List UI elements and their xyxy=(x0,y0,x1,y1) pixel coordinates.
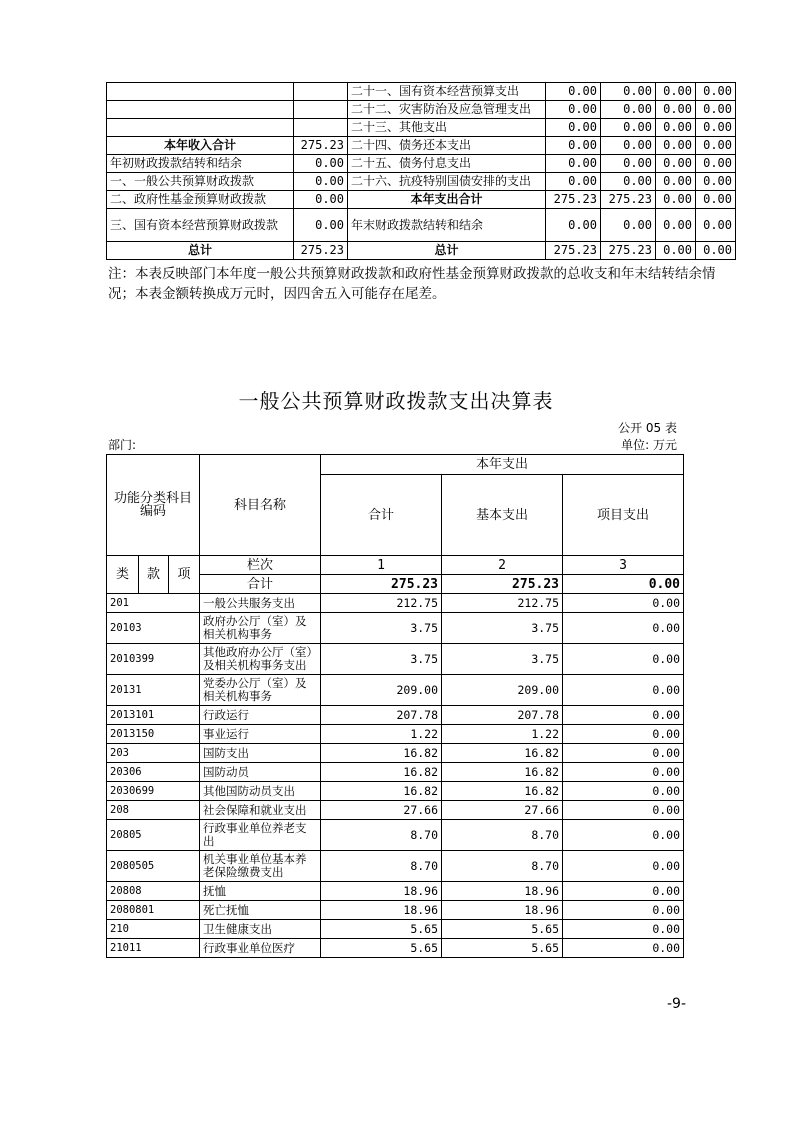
subject-name: 行政事业单位医疗 xyxy=(200,939,321,958)
subject-code: 20103 xyxy=(107,613,200,644)
total-value: 18.96 xyxy=(321,901,442,920)
project-value: 0.00 xyxy=(563,763,684,782)
basic-value: 18.96 xyxy=(442,882,563,901)
project-header: 项目支出 xyxy=(563,475,684,556)
project-value: 0.00 xyxy=(563,675,684,706)
total-value: 1.22 xyxy=(321,725,442,744)
subject-code: 21011 xyxy=(107,939,200,958)
unit-label: 单位: 万元 xyxy=(621,438,677,452)
col-3-header: 3 xyxy=(563,556,684,575)
value-2: 275.23 xyxy=(601,191,656,209)
subject-name: 行政事业单位养老支出 xyxy=(200,820,321,851)
basic-value: 8.70 xyxy=(442,820,563,851)
total-value: 3.75 xyxy=(321,644,442,675)
value-4: 0.00 xyxy=(696,191,736,209)
sum-basic: 275.23 xyxy=(442,575,563,594)
value-2: 0.00 xyxy=(601,173,656,191)
left-value xyxy=(294,101,348,119)
table-row xyxy=(107,675,684,706)
value-1: 275.23 xyxy=(546,242,601,260)
subject-name: 行政运行 xyxy=(200,706,321,725)
subject-name: 党委办公厅（室）及相关机构事务 xyxy=(200,675,321,706)
basic-value: 3.75 xyxy=(442,644,563,675)
table-row xyxy=(107,763,684,782)
table-row xyxy=(107,613,684,644)
table-row xyxy=(107,882,684,901)
left-value: 275.23 xyxy=(294,242,348,260)
subject-code: 20805 xyxy=(107,820,200,851)
table-row xyxy=(107,644,684,675)
total-value: 8.70 xyxy=(321,820,442,851)
project-value: 0.00 xyxy=(563,820,684,851)
table-row xyxy=(107,744,684,763)
basic-value: 212.75 xyxy=(442,594,563,613)
total-value: 16.82 xyxy=(321,763,442,782)
subject-name: 抚恤 xyxy=(200,882,321,901)
value-2: 0.00 xyxy=(601,155,656,173)
total-value: 27.66 xyxy=(321,801,442,820)
subject-code: 20131 xyxy=(107,675,200,706)
value-1: 0.00 xyxy=(546,137,601,155)
basic-header: 基本支出 xyxy=(442,475,563,556)
left-value: 0.00 xyxy=(294,209,348,242)
subject-name: 其他政府办公厅（室）及相关机构事务支出 xyxy=(200,644,321,675)
total-value: 209.00 xyxy=(321,675,442,706)
col-2-header: 2 xyxy=(442,556,563,575)
total-value: 207.78 xyxy=(321,706,442,725)
table-row xyxy=(107,782,684,801)
basic-value: 5.65 xyxy=(442,920,563,939)
table-row xyxy=(107,137,736,155)
left-value xyxy=(294,119,348,137)
basic-value: 8.70 xyxy=(442,851,563,882)
value-2: 0.00 xyxy=(601,83,656,101)
left-value: 275.23 xyxy=(294,137,348,155)
project-value: 0.00 xyxy=(563,613,684,644)
subject-code: 2010399 xyxy=(107,644,200,675)
subject-code: 201 xyxy=(107,594,200,613)
total-value: 5.65 xyxy=(321,939,442,958)
section-title: 一般公共预算财政拨款支出决算表 xyxy=(238,389,554,413)
value-1: 0.00 xyxy=(546,155,601,173)
subject-name: 一般公共服务支出 xyxy=(200,594,321,613)
project-value: 0.00 xyxy=(563,744,684,763)
left-value: 0.00 xyxy=(294,173,348,191)
right-label: 本年支出合计 xyxy=(348,191,546,209)
func-code-header: 功能分类科目编码 xyxy=(107,455,200,556)
dept-label: 部门: xyxy=(108,438,137,452)
value-3: 0.00 xyxy=(656,83,696,101)
value-1: 0.00 xyxy=(546,101,601,119)
left-label: 本年收入合计 xyxy=(107,137,294,155)
right-label: 二十五、债务付息支出 xyxy=(348,155,546,173)
value-2: 275.23 xyxy=(601,242,656,260)
total-value: 8.70 xyxy=(321,851,442,882)
subject-code: 2013150 xyxy=(107,725,200,744)
table-note: 注：本表反映部门本年度一般公共预算财政拨款和政府性基金预算财政拨款的总收支和年末结转结余情况；本表金额转换成万元时，因四舍五入可能存在尾差。 xyxy=(108,266,716,302)
project-value: 0.00 xyxy=(563,644,684,675)
left-label: 年初财政拨款结转和结余 xyxy=(107,155,294,173)
value-3: 0.00 xyxy=(656,137,696,155)
value-4: 0.00 xyxy=(696,209,736,242)
table-row xyxy=(107,209,736,242)
value-1: 0.00 xyxy=(546,173,601,191)
basic-value: 18.96 xyxy=(442,901,563,920)
value-2: 0.00 xyxy=(601,137,656,155)
value-1: 0.00 xyxy=(546,83,601,101)
sum-total: 275.23 xyxy=(321,575,442,594)
left-label: 三、国有资本经营预算财政拨款 xyxy=(107,209,294,242)
basic-value: 27.66 xyxy=(442,801,563,820)
subject-code: 203 xyxy=(107,744,200,763)
col-row-header: 栏次 xyxy=(200,556,321,575)
subject-name: 社会保障和就业支出 xyxy=(200,801,321,820)
table-row xyxy=(107,801,684,820)
table-row xyxy=(107,594,684,613)
left-label xyxy=(107,83,294,101)
table-row xyxy=(107,901,684,920)
value-3: 0.00 xyxy=(656,173,696,191)
header-row-3 xyxy=(107,556,684,575)
table-row xyxy=(107,191,736,209)
xiang-header: 项 xyxy=(169,556,200,594)
value-2: 0.00 xyxy=(601,101,656,119)
right-label: 二十六、抗疫特别国债安排的支出 xyxy=(348,173,546,191)
value-4: 0.00 xyxy=(696,155,736,173)
right-label: 二十四、债务还本支出 xyxy=(348,137,546,155)
right-label: 二十三、其他支出 xyxy=(348,119,546,137)
income-expense-table xyxy=(106,82,736,260)
project-value: 0.00 xyxy=(563,801,684,820)
subject-code: 210 xyxy=(107,920,200,939)
table-row xyxy=(107,101,736,119)
total-header: 合计 xyxy=(321,475,442,556)
basic-value: 16.82 xyxy=(442,782,563,801)
table-row xyxy=(107,706,684,725)
value-3: 0.00 xyxy=(656,101,696,119)
total-value: 16.82 xyxy=(321,782,442,801)
left-label: 一、一般公共预算财政拨款 xyxy=(107,173,294,191)
value-4: 0.00 xyxy=(696,101,736,119)
total-value: 5.65 xyxy=(321,920,442,939)
subject-code: 2013101 xyxy=(107,706,200,725)
value-4: 0.00 xyxy=(696,119,736,137)
left-label xyxy=(107,119,294,137)
value-3: 0.00 xyxy=(656,191,696,209)
table-row xyxy=(107,173,736,191)
value-1: 0.00 xyxy=(546,119,601,137)
subject-name: 卫生健康支出 xyxy=(200,920,321,939)
left-label: 二、政府性基金预算财政拨款 xyxy=(107,191,294,209)
right-label: 总计 xyxy=(348,242,546,260)
value-3: 0.00 xyxy=(656,242,696,260)
subject-name-header: 科目名称 xyxy=(200,455,321,556)
project-value: 0.00 xyxy=(563,851,684,882)
value-3: 0.00 xyxy=(656,119,696,137)
project-value: 0.00 xyxy=(563,920,684,939)
basic-value: 209.00 xyxy=(442,675,563,706)
lei-header: 类 xyxy=(107,556,139,594)
value-4: 0.00 xyxy=(696,83,736,101)
value-4: 0.00 xyxy=(696,173,736,191)
value-1: 275.23 xyxy=(546,191,601,209)
left-value xyxy=(294,83,348,101)
subject-code: 20306 xyxy=(107,763,200,782)
basic-value: 3.75 xyxy=(442,613,563,644)
total-value: 212.75 xyxy=(321,594,442,613)
table-row xyxy=(107,83,736,101)
left-label xyxy=(107,101,294,119)
table-row xyxy=(107,820,684,851)
right-label: 二十一、国有资本经营预算支出 xyxy=(348,83,546,101)
basic-value: 1.22 xyxy=(442,725,563,744)
table-code: 公开 05 表 xyxy=(618,421,677,435)
year-expense-header: 本年支出 xyxy=(321,455,684,475)
left-value: 0.00 xyxy=(294,155,348,173)
right-label: 年末财政拨款结转和结余 xyxy=(348,209,546,242)
table-row xyxy=(107,851,684,882)
table-row xyxy=(107,242,736,260)
subject-name: 其他国防动员支出 xyxy=(200,782,321,801)
value-4: 0.00 xyxy=(696,242,736,260)
project-value: 0.00 xyxy=(563,901,684,920)
basic-value: 16.82 xyxy=(442,763,563,782)
project-value: 0.00 xyxy=(563,725,684,744)
project-value: 0.00 xyxy=(563,939,684,958)
subject-name: 事业运行 xyxy=(200,725,321,744)
subject-code: 20808 xyxy=(107,882,200,901)
left-value: 0.00 xyxy=(294,191,348,209)
page-number: -9- xyxy=(666,996,686,1012)
basic-value: 16.82 xyxy=(442,744,563,763)
value-1: 0.00 xyxy=(546,209,601,242)
total-value: 18.96 xyxy=(321,882,442,901)
value-3: 0.00 xyxy=(656,155,696,173)
table-row xyxy=(107,155,736,173)
value-2: 0.00 xyxy=(601,209,656,242)
basic-value: 207.78 xyxy=(442,706,563,725)
project-value: 0.00 xyxy=(563,594,684,613)
col-1-header: 1 xyxy=(321,556,442,575)
project-value: 0.00 xyxy=(563,882,684,901)
project-value: 0.00 xyxy=(563,706,684,725)
table-row xyxy=(107,920,684,939)
table-row xyxy=(107,119,736,137)
subject-name: 国防支出 xyxy=(200,744,321,763)
total-value: 3.75 xyxy=(321,613,442,644)
table-row xyxy=(107,725,684,744)
total-value: 16.82 xyxy=(321,744,442,763)
right-label: 二十二、灾害防治及应急管理支出 xyxy=(348,101,546,119)
sum-project: 0.00 xyxy=(563,575,684,594)
subject-name: 死亡抚恤 xyxy=(200,901,321,920)
header-row-1 xyxy=(107,455,684,475)
kuan-header: 款 xyxy=(139,556,169,594)
subject-code: 2080801 xyxy=(107,901,200,920)
general-budget-expense-table xyxy=(106,454,684,958)
value-3: 0.00 xyxy=(656,209,696,242)
subject-name: 机关事业单位基本养老保险缴费支出 xyxy=(200,851,321,882)
basic-value: 5.65 xyxy=(442,939,563,958)
subject-code: 2030699 xyxy=(107,782,200,801)
left-label: 总计 xyxy=(107,242,294,260)
sum-label: 合计 xyxy=(200,575,321,594)
value-4: 0.00 xyxy=(696,137,736,155)
project-value: 0.00 xyxy=(563,782,684,801)
subject-name: 国防动员 xyxy=(200,763,321,782)
value-2: 0.00 xyxy=(601,119,656,137)
subject-code: 208 xyxy=(107,801,200,820)
table-row xyxy=(107,939,684,958)
subject-name: 政府办公厅（室）及相关机构事务 xyxy=(200,613,321,644)
subject-code: 2080505 xyxy=(107,851,200,882)
